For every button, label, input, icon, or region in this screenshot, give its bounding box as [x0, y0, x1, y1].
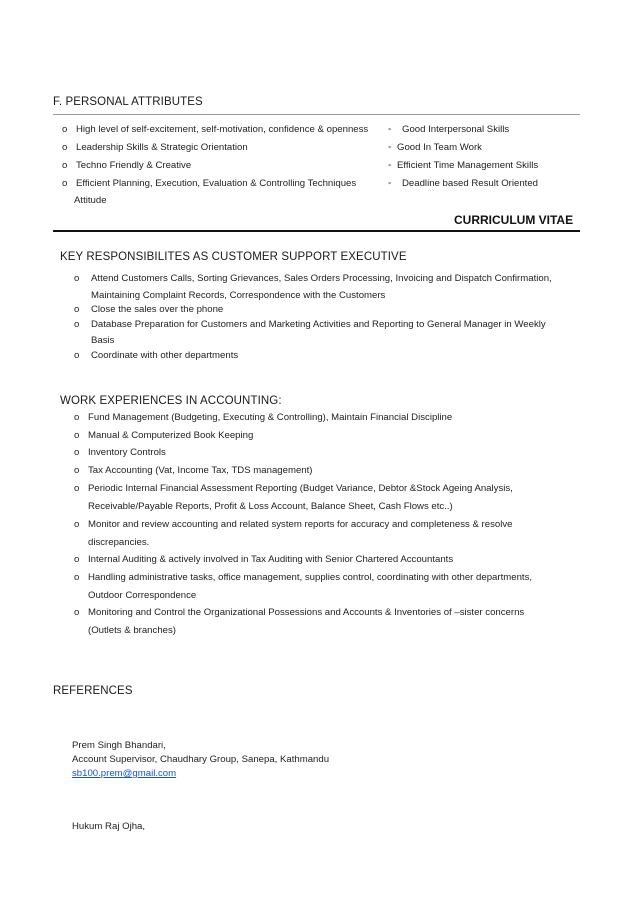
- list-item-continuation: Maintaining Complaint Records, Correspondence with the Customers: [91, 290, 386, 301]
- attribute-item: ◦ Deadline based Result Oriented: [388, 178, 538, 189]
- list-item-continuation: discrepancies.: [88, 537, 150, 548]
- list-item-continuation: Outdoor Correspondence: [88, 590, 197, 601]
- personal-attributes-heading: F. PERSONAL ATTRIBUTES: [53, 96, 203, 108]
- bullet-icon: o: [74, 519, 80, 530]
- bullet-icon: o: [74, 430, 80, 441]
- attribute-item: o Leadership Skills & Strategic Orientation: [62, 142, 248, 153]
- reference-email-link[interactable]: sb100.prem@gmail.com: [72, 768, 177, 779]
- key-responsibilities-heading: KEY RESPONSIBILITES AS CUSTOMER SUPPORT EXECUTIVE: [60, 251, 407, 263]
- list-item: o Tax Accounting (Vat, Income Tax, TDS management): [74, 465, 313, 476]
- bullet-icon: o: [62, 178, 68, 189]
- work-experiences-heading: WORK EXPERIENCES IN ACCOUNTING:: [60, 395, 282, 407]
- section-divider: [53, 114, 580, 115]
- list-item: o Manual & Computerized Book Keeping: [74, 430, 254, 441]
- document-title: CURRICULUM VITAE: [454, 213, 574, 227]
- bullet-icon: o: [74, 572, 80, 583]
- bullet-icon: o: [74, 304, 80, 315]
- bullet-icon: o: [74, 350, 80, 361]
- list-item-continuation: (Outlets & branches): [88, 625, 176, 636]
- bullet-icon: o: [74, 554, 80, 565]
- list-item: o Periodic Internal Financial Assessment Reporting (Budget Variance, Debtor &Stock Ageing Analysis,: [74, 483, 513, 494]
- bullet-icon: o: [74, 483, 80, 494]
- bullet-icon: o: [74, 412, 80, 423]
- bullet-icon: ◦: [388, 178, 392, 189]
- reference-name: Prem Singh Bhandari,: [72, 740, 166, 751]
- list-item: o Fund Management (Budgeting, Executing & Controlling), Maintain Financial Discipline: [74, 412, 453, 423]
- reference-title: Account Supervisor, Chaudhary Group, Sanepa, Kathmandu: [72, 754, 330, 765]
- attribute-item: o Efficient Planning, Execution, Evaluation & Controlling Techniques: [62, 178, 357, 189]
- bullet-icon: o: [74, 273, 80, 284]
- reference-name: Hukum Raj Ojha,: [72, 821, 146, 832]
- list-item: o Close the sales over the phone: [74, 304, 224, 315]
- list-item: o Attend Customers Calls, Sorting Grievances, Sales Orders Processing, Invoicing and Dispatch Confirmation,: [74, 273, 552, 284]
- list-item-continuation: Basis: [91, 335, 115, 346]
- bullet-icon: o: [74, 465, 80, 476]
- list-item: o Inventory Controls: [74, 447, 166, 458]
- attribute-continuation: Attitude: [74, 195, 107, 206]
- list-item: o Coordinate with other departments: [74, 350, 239, 361]
- list-item-continuation: Receivable/Payable Reports, Profit & Loss Account, Balance Sheet, Cash Flows etc..): [88, 501, 453, 512]
- bullet-icon: ◦: [388, 124, 392, 135]
- attribute-item: o Techno Friendly & Creative: [62, 160, 192, 171]
- list-item: o Monitor and review accounting and related system reports for accuracy and completeness & resolve: [74, 519, 513, 530]
- list-item: o Handling administrative tasks, office management, supplies control, coordinating with other departments,: [74, 572, 533, 583]
- bullet-icon: o: [74, 319, 80, 330]
- attribute-item: ◦ Good Interpersonal Skills: [388, 124, 510, 135]
- references-heading: REFERENCES: [53, 685, 133, 697]
- title-rule: [53, 230, 580, 232]
- list-item: o Internal Auditing & actively involved in Tax Auditing with Senior Chartered Accountants: [74, 554, 454, 565]
- bullet-icon: ◦: [388, 160, 392, 171]
- bullet-icon: ◦: [388, 142, 392, 153]
- list-item: o Monitoring and Control the Organizational Possessions and Accounts & Inventories of –sister concerns: [74, 607, 525, 618]
- attribute-item: o High level of self-excitement, self-motivation, confidence & openness: [62, 124, 369, 135]
- bullet-icon: o: [62, 160, 68, 171]
- attribute-item: ◦ Good In Team Work: [388, 142, 482, 153]
- list-item: o Database Preparation for Customers and Marketing Activities and Reporting to General Manager in Weekly: [74, 319, 546, 330]
- attribute-item: ◦ Efficient Time Management Skills: [388, 160, 539, 171]
- bullet-icon: o: [74, 447, 80, 458]
- bullet-icon: o: [62, 124, 68, 135]
- bullet-icon: o: [62, 142, 68, 153]
- bullet-icon: o: [74, 607, 80, 618]
